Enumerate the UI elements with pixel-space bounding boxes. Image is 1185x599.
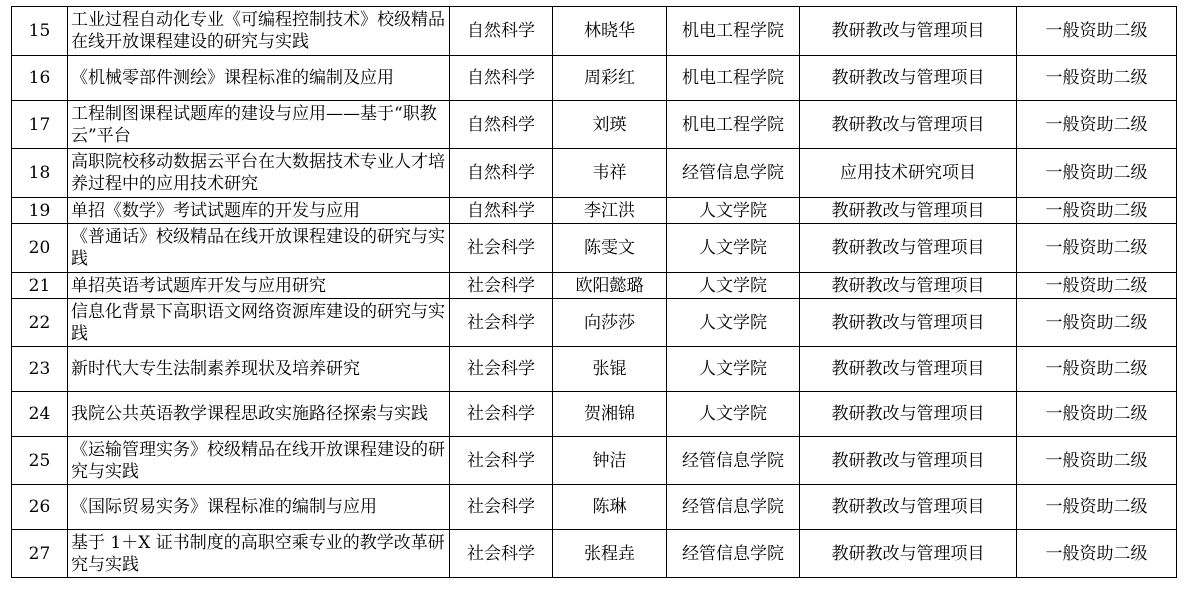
project-leader: 张程垚 [553, 530, 667, 578]
department: 经管信息学院 [667, 485, 800, 530]
funding-level: 一般资助二级 [1017, 224, 1177, 273]
project-title: 高职院校移动数据云平台在大数据技术专业人才培养过程中的应用技术研究 [68, 149, 450, 198]
project-title: 信息化背景下高职语文网络资源库建设的研究与实践 [68, 299, 450, 347]
project-title: 《普通话》校级精品在线开放课程建设的研究与实践 [68, 224, 450, 273]
funding-level: 一般资助二级 [1017, 273, 1177, 299]
subject-category: 社会科学 [450, 273, 553, 299]
row-number: 22 [12, 299, 68, 347]
subject-category: 社会科学 [450, 299, 553, 347]
row-number: 18 [12, 149, 68, 198]
funding-level: 一般资助二级 [1017, 347, 1177, 392]
department: 人文学院 [667, 198, 800, 224]
table-row [12, 273, 1177, 299]
project-leader: 向莎莎 [553, 299, 667, 347]
department: 机电工程学院 [667, 7, 800, 56]
table-row [12, 392, 1177, 437]
funding-level: 一般资助二级 [1017, 101, 1177, 149]
project-table [11, 6, 1177, 578]
project-type: 教研教改与管理项目 [800, 224, 1017, 273]
project-type: 教研教改与管理项目 [800, 198, 1017, 224]
project-title: 我院公共英语教学课程思政实施路径探索与实践 [68, 392, 450, 437]
department: 经管信息学院 [667, 530, 800, 578]
project-title: 基于 1＋X 证书制度的高职空乘专业的教学改革研究与实践 [68, 530, 450, 578]
department: 经管信息学院 [667, 437, 800, 485]
row-number: 25 [12, 437, 68, 485]
table-row [12, 101, 1177, 149]
row-number: 20 [12, 224, 68, 273]
project-title: 新时代大专生法制素养现状及培养研究 [68, 347, 450, 392]
table-body [12, 7, 1177, 578]
subject-category: 自然科学 [450, 101, 553, 149]
row-number: 23 [12, 347, 68, 392]
table-row [12, 530, 1177, 578]
subject-category: 社会科学 [450, 437, 553, 485]
project-leader: 欧阳懿璐 [553, 273, 667, 299]
funding-level: 一般资助二级 [1017, 198, 1177, 224]
project-type: 教研教改与管理项目 [800, 485, 1017, 530]
subject-category: 自然科学 [450, 56, 553, 101]
funding-level: 一般资助二级 [1017, 7, 1177, 56]
table-row [12, 347, 1177, 392]
project-leader: 刘瑛 [553, 101, 667, 149]
table-row [12, 7, 1177, 56]
project-leader: 陈琳 [553, 485, 667, 530]
project-title: 《国际贸易实务》课程标准的编制与应用 [68, 485, 450, 530]
project-title: 《运输管理实务》校级精品在线开放课程建设的研究与实践 [68, 437, 450, 485]
project-leader: 张锟 [553, 347, 667, 392]
funding-level: 一般资助二级 [1017, 392, 1177, 437]
department: 机电工程学院 [667, 101, 800, 149]
row-number: 27 [12, 530, 68, 578]
subject-category: 社会科学 [450, 347, 553, 392]
department: 人文学院 [667, 299, 800, 347]
row-number: 15 [12, 7, 68, 56]
table-row [12, 224, 1177, 273]
table-row [12, 485, 1177, 530]
subject-category: 社会科学 [450, 485, 553, 530]
funding-level: 一般资助二级 [1017, 149, 1177, 198]
funding-level: 一般资助二级 [1017, 56, 1177, 101]
project-title: 工程制图课程试题库的建设与应用——基于“职教云”平台 [68, 101, 450, 149]
project-type: 教研教改与管理项目 [800, 56, 1017, 101]
project-type: 教研教改与管理项目 [800, 273, 1017, 299]
project-type: 教研教改与管理项目 [800, 437, 1017, 485]
project-title: 《机械零部件测绘》课程标准的编制及应用 [68, 56, 450, 101]
row-number: 24 [12, 392, 68, 437]
department: 人文学院 [667, 392, 800, 437]
subject-category: 社会科学 [450, 224, 553, 273]
department: 人文学院 [667, 224, 800, 273]
department: 人文学院 [667, 347, 800, 392]
project-leader: 李江洪 [553, 198, 667, 224]
project-leader: 钟洁 [553, 437, 667, 485]
table-row [12, 149, 1177, 198]
project-title: 单招英语考试题库开发与应用研究 [68, 273, 450, 299]
project-type: 教研教改与管理项目 [800, 392, 1017, 437]
project-type: 教研教改与管理项目 [800, 530, 1017, 578]
row-number: 26 [12, 485, 68, 530]
subject-category: 社会科学 [450, 530, 553, 578]
project-type: 教研教改与管理项目 [800, 299, 1017, 347]
project-type: 教研教改与管理项目 [800, 7, 1017, 56]
funding-level: 一般资助二级 [1017, 530, 1177, 578]
project-leader: 贺湘锦 [553, 392, 667, 437]
project-type: 教研教改与管理项目 [800, 347, 1017, 392]
project-title: 工业过程自动化专业《可编程控制技术》校级精品在线开放课程建设的研究与实践 [68, 7, 450, 56]
table-row [12, 198, 1177, 224]
table-row [12, 299, 1177, 347]
subject-category: 自然科学 [450, 7, 553, 56]
row-number: 17 [12, 101, 68, 149]
department: 人文学院 [667, 273, 800, 299]
department: 机电工程学院 [667, 56, 800, 101]
row-number: 21 [12, 273, 68, 299]
project-leader: 韦祥 [553, 149, 667, 198]
project-type: 应用技术研究项目 [800, 149, 1017, 198]
funding-level: 一般资助二级 [1017, 485, 1177, 530]
funding-level: 一般资助二级 [1017, 299, 1177, 347]
project-leader: 林晓华 [553, 7, 667, 56]
project-type: 教研教改与管理项目 [800, 101, 1017, 149]
row-number: 16 [12, 56, 68, 101]
funding-level: 一般资助二级 [1017, 437, 1177, 485]
table-row [12, 56, 1177, 101]
project-leader: 周彩红 [553, 56, 667, 101]
department: 经管信息学院 [667, 149, 800, 198]
row-number: 19 [12, 198, 68, 224]
subject-category: 自然科学 [450, 198, 553, 224]
table-row [12, 437, 1177, 485]
project-leader: 陈雯文 [553, 224, 667, 273]
project-title: 单招《数学》考试试题库的开发与应用 [68, 198, 450, 224]
subject-category: 社会科学 [450, 392, 553, 437]
subject-category: 自然科学 [450, 149, 553, 198]
